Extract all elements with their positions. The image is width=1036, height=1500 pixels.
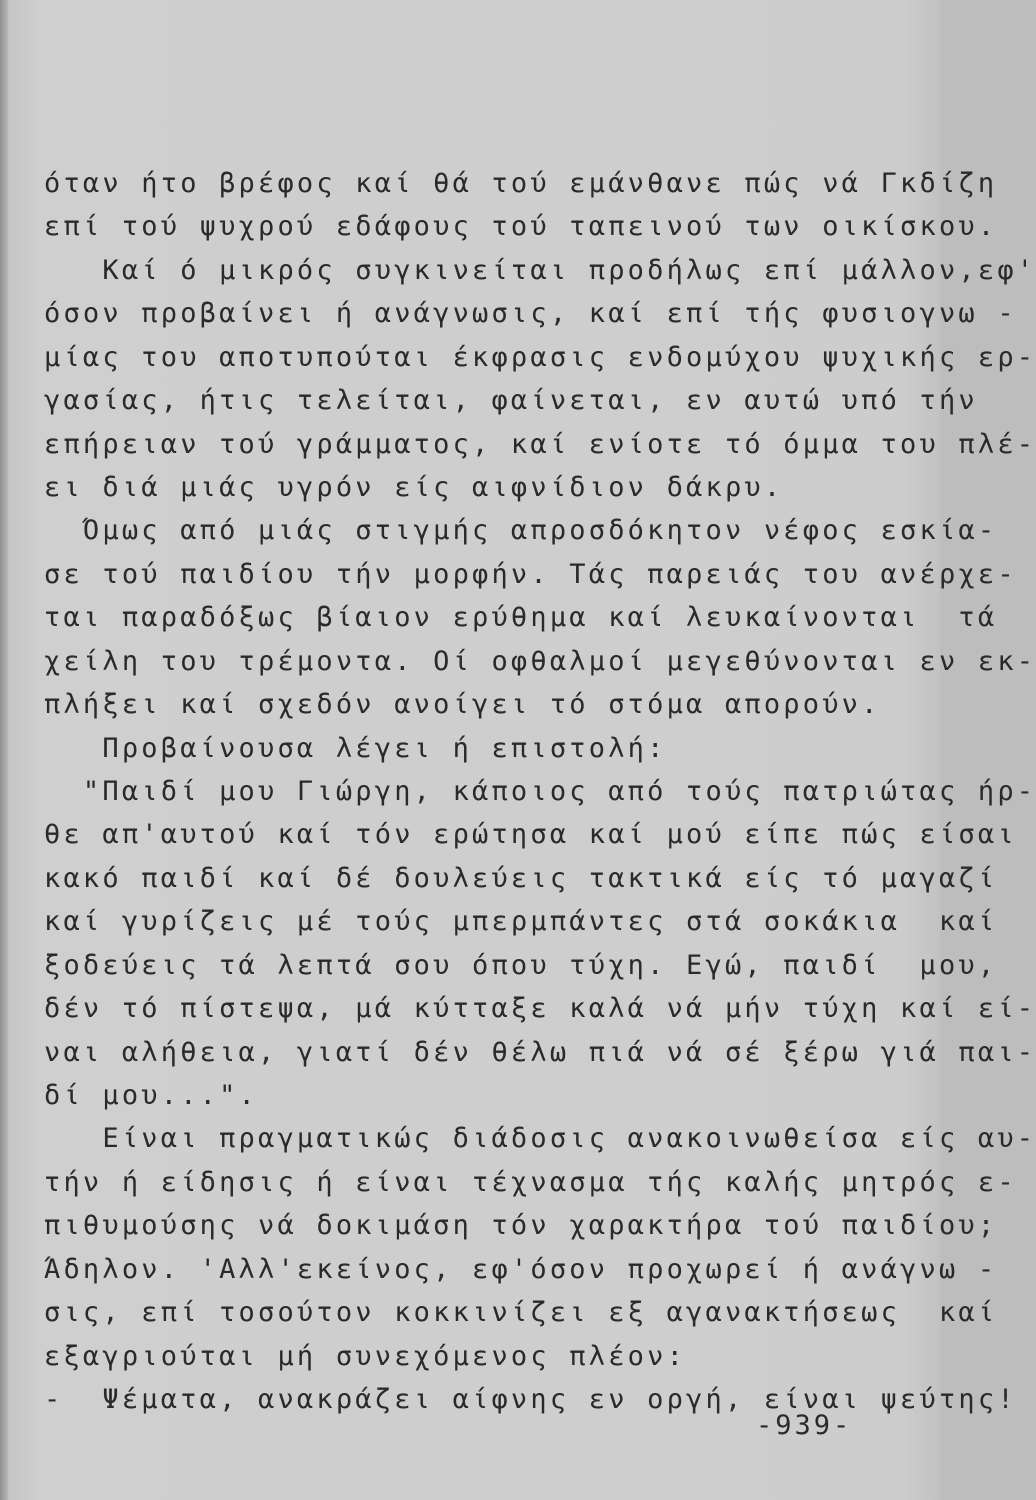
text-line: σις, επί τοσούτον κοκκινίζει εξ αγανακτήσεως καί (44, 1297, 998, 1328)
text-line: ει διά μιάς υγρόν είς αιφνίδιον δάκρυ. (44, 472, 784, 503)
text-line: ται παραδόξως βίαιον ερύθημα καί λευκαίνονται τά (44, 602, 998, 633)
text-line: ξοδεύεις τά λεπτά σου όπου τύχη. Εγώ, παιδί μου, (44, 950, 998, 981)
text-line: δί μου...". (44, 1080, 259, 1111)
text-line: "Παιδί μου Γιώργη, κάποιος από τούς πατριώτας ήρ- (44, 776, 1036, 807)
text-line: μίας του αποτυπούται έκφρασις ενδομύχου ψυχικής ερ- (44, 342, 1036, 373)
text-line: Προβαίνουσα λέγει ή επιστολή: (44, 733, 667, 764)
text-line: Όμως από μιάς στιγμής απροσδόκητον νέφος εσκία- (44, 515, 998, 546)
text-line: εξαγριούται μή συνεχόμενος πλέον: (44, 1341, 687, 1372)
text-line: κακό παιδί καί δέ δουλεύεις τακτικά είς τό μαγαζί (44, 863, 998, 894)
text-line: Άδηλον. 'Αλλ'εκείνος, εφ'όσον προχωρεί ή ανάγνω - (44, 1254, 998, 1285)
text-line: δέν τό πίστεψα, μά κύτταξε καλά νά μήν τύχη καί εί- (44, 993, 1036, 1024)
text-line: επί τού ψυχρού εδάφους τού ταπεινού των οικίσκου. (44, 211, 998, 242)
text-line: τήν ή είδησις ή είναι τέχνασμα τής καλής μητρός ε- (44, 1167, 1017, 1198)
text-line: όταν ήτο βρέφος καί θά τού εμάνθανε πώς νά Γκδίζη (44, 168, 998, 199)
text-line: επήρειαν τού γράμματος, καί ενίοτε τό όμμα του πλέ- (44, 429, 1036, 460)
text-line: πλήξει καί σχεδόν ανοίγει τό στόμα απορούν. (44, 689, 881, 720)
text-line: καί γυρίζεις μέ τούς μπερμπάντες στά σοκάκια καί (44, 906, 998, 937)
page-number: -939- (756, 1410, 853, 1441)
text-line: σε τού παιδίου τήν μορφήν. Τάς παρειάς του ανέρχε- (44, 559, 1017, 590)
text-line: Καί ό μικρός συγκινείται προδήλως επί μάλλον,εφ' (44, 255, 1036, 286)
text-line: πιθυμούσης νά δοκιμάση τόν χαρακτήρα τού παιδίου; (44, 1210, 998, 1241)
page-edge-shadow (0, 0, 8, 1500)
text-line: όσον προβαίνει ή ανάγνωσις, καί επί τής φυσιογνω - (44, 298, 1017, 329)
text-line: ναι αλήθεια, γιατί δέν θέλω πιά νά σέ ξέρω γιά παι- (44, 1037, 1036, 1068)
text-line: θε απ'αυτού καί τόν ερώτησα καί μού είπε πώς είσαι (44, 819, 1017, 850)
text-line: Είναι πραγματικώς διάδοσις ανακοινωθείσα είς αυ- (44, 1123, 1036, 1154)
text-line: - Ψέματα, ανακράζει αίφνης εν οργή, είναι ψεύτης! (44, 1384, 1017, 1415)
text-line: γασίας, ήτις τελείται, φαίνεται, εν αυτώ υπό τήν (44, 385, 978, 416)
text-line: χείλη του τρέμοντα. Οί οφθαλμοί μεγεθύνονται εν εκ- (44, 646, 1036, 677)
